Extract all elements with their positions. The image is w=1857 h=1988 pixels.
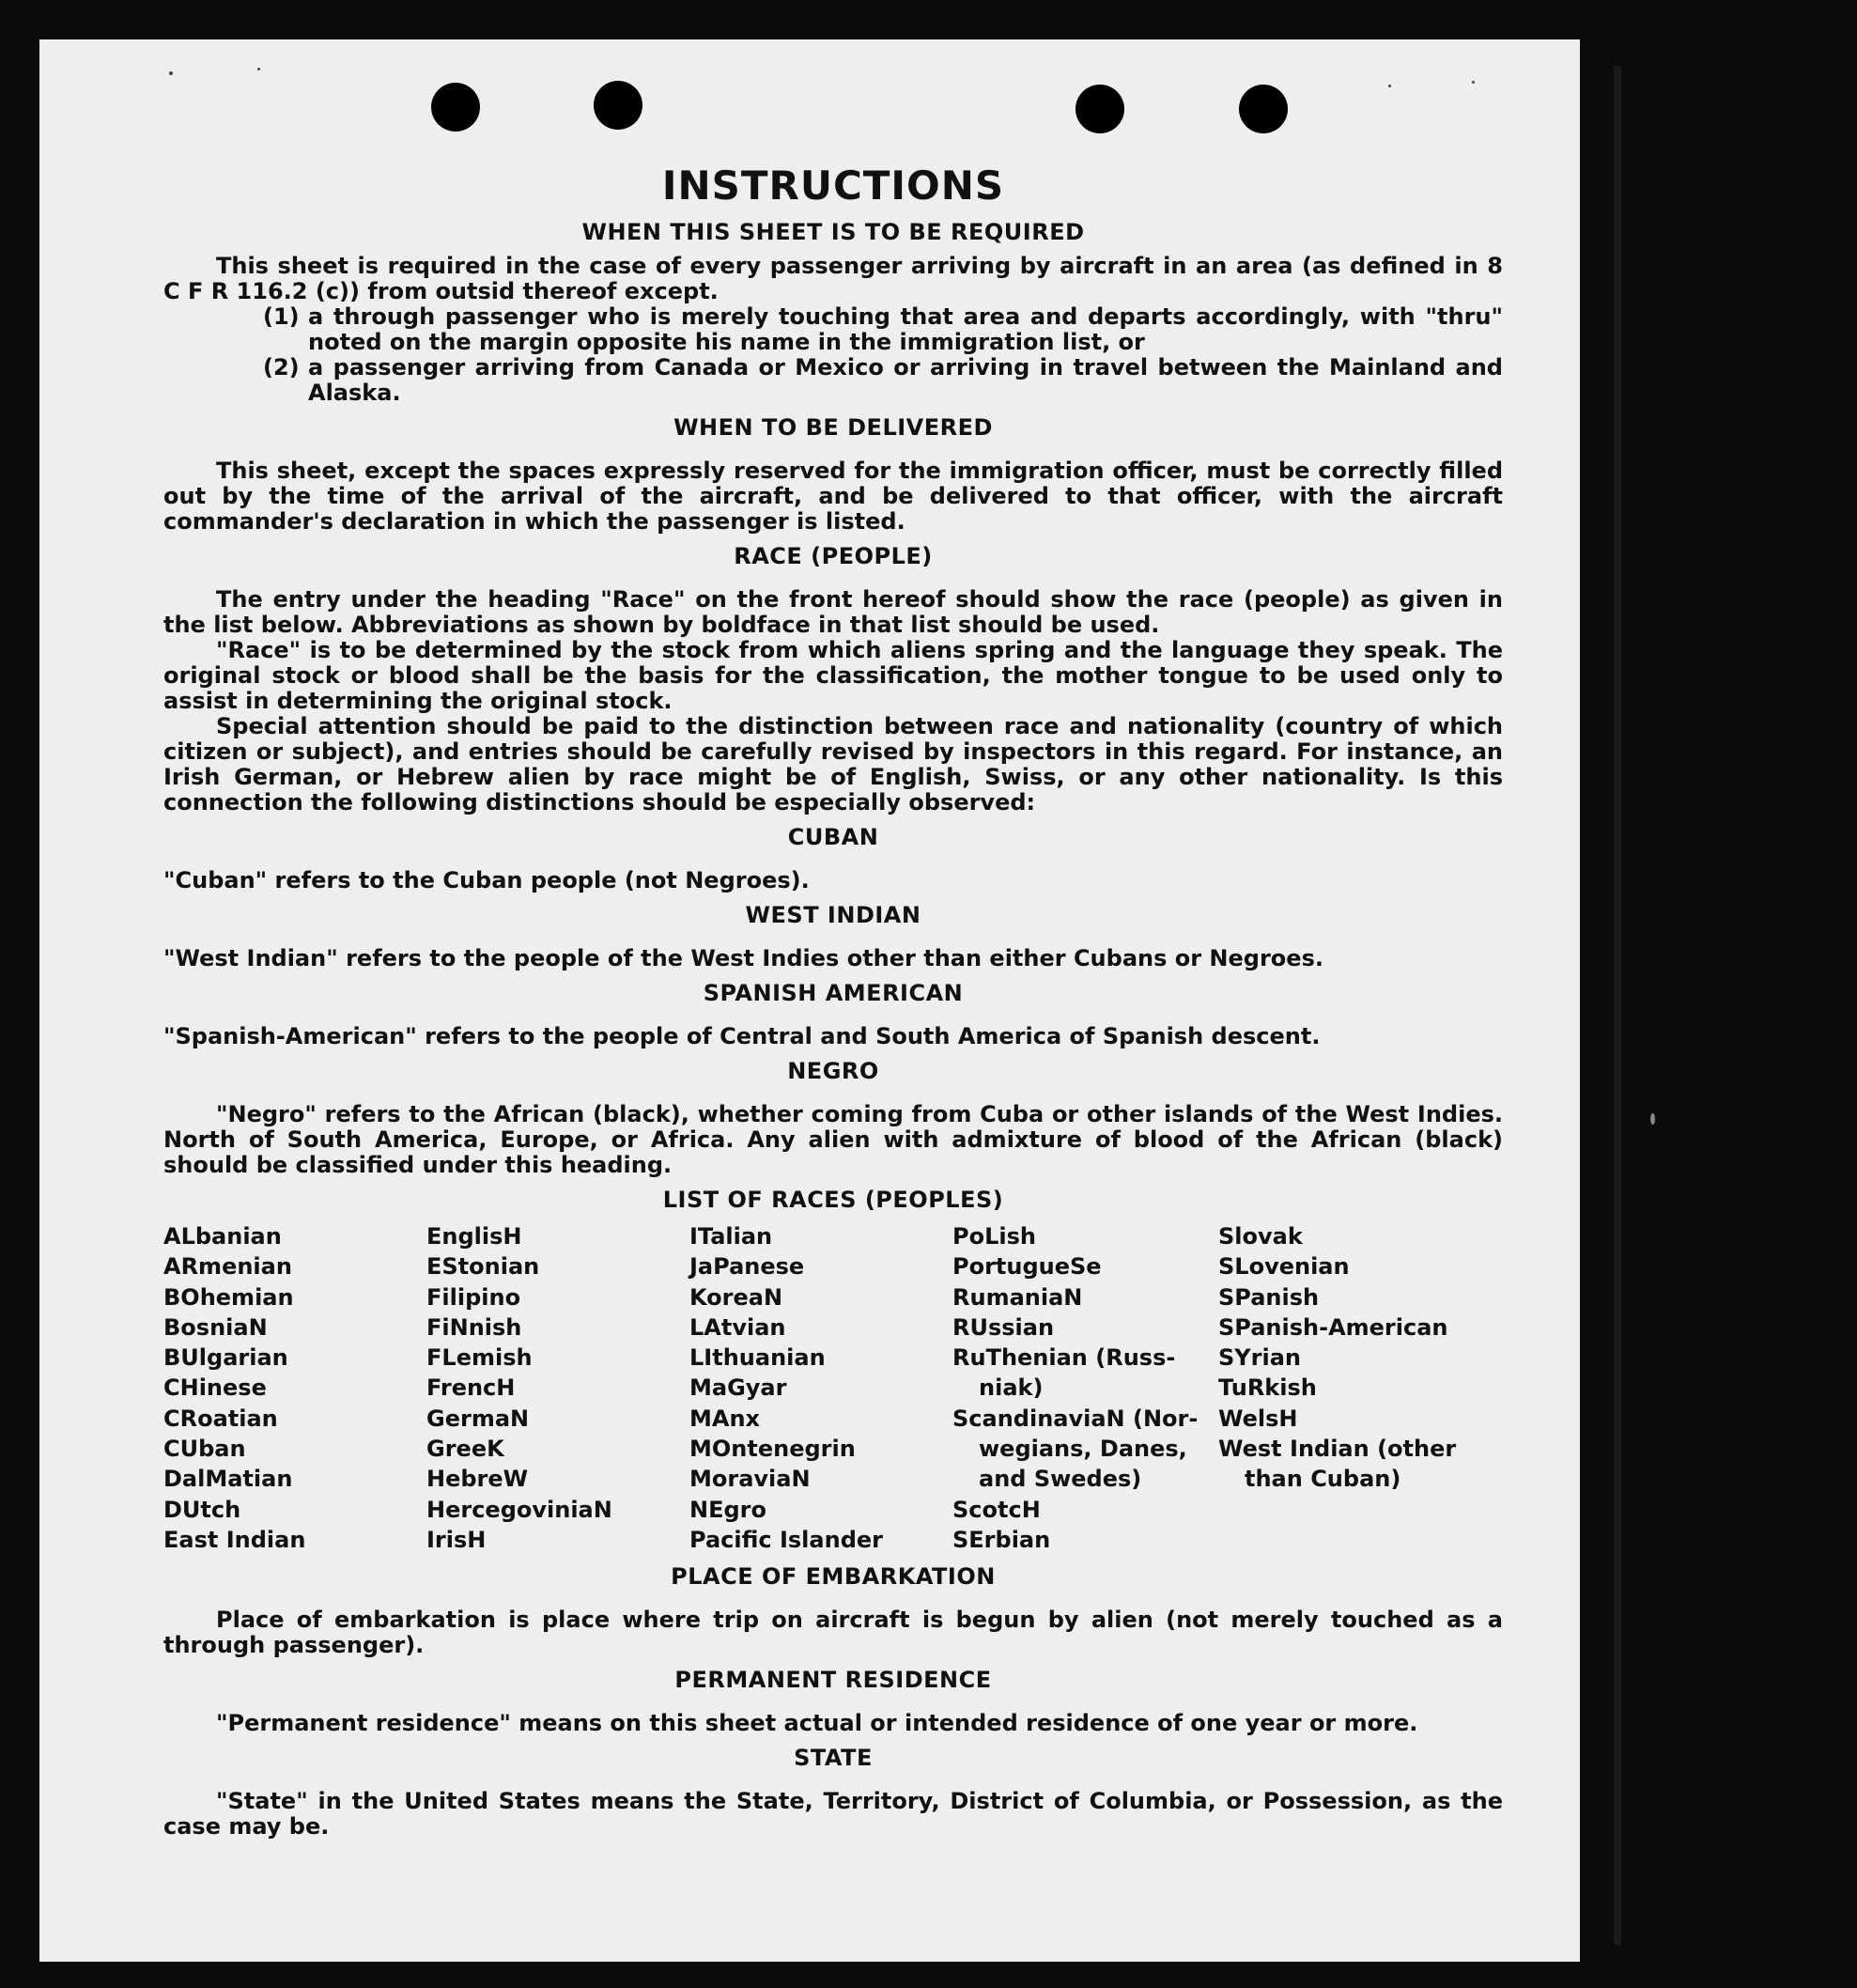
speck	[169, 71, 173, 75]
item-text: a passenger arriving from Canada or Mexico or arriving in travel between the Mainland and Alaska.	[308, 354, 1503, 406]
races-column-4	[952, 1221, 1218, 1555]
race-entry: SPanish-American	[1218, 1313, 1448, 1341]
race-entry-continued: and Swedes)	[979, 1466, 1142, 1493]
race-entry: RuThenian (Russ-	[952, 1344, 1176, 1372]
race-entry: MoraviaN	[689, 1466, 811, 1493]
item-text: a through passenger who is merely touching that area and departs accordingly, with "thru" noted on the margin opposite his name in the immigration list, or	[308, 303, 1503, 355]
race-entry: FiNnish	[426, 1313, 522, 1341]
race-entry: FLemish	[426, 1344, 533, 1372]
race-entry: Pacific Islander	[689, 1526, 883, 1553]
race-entry: MOntenegrin	[689, 1436, 856, 1463]
race-entry: IrisH	[426, 1526, 487, 1553]
document-sheet	[39, 39, 1580, 1962]
race-entry: WelsH	[1218, 1405, 1298, 1432]
race-paragraph: "Race" is to be determined by the stock from which aliens spring and the language they speak. The original stock or blood shall be the basis for the classification, the mother tongue to be used only to assist in determining the original stock.	[163, 637, 1503, 714]
race-entry: RUssian	[952, 1313, 1055, 1341]
heading-spanish-american: SPANISH AMERICAN	[703, 980, 964, 1006]
page-title: INSTRUCTIONS	[661, 163, 1005, 209]
item-number: (1)	[263, 303, 300, 330]
heading-negro: NEGRO	[787, 1058, 879, 1084]
race-entry: ARmenian	[163, 1253, 292, 1281]
punch-hole	[1076, 85, 1124, 133]
race-entry: LAtvian	[689, 1313, 786, 1341]
race-entry: SYrian	[1218, 1344, 1302, 1372]
race-entry: West Indian (other	[1218, 1436, 1457, 1463]
west-indian-text: "West Indian" refers to the people of the West Indies other than either Cubans or Negroes.	[163, 945, 1323, 971]
race-entry: SErbian	[952, 1526, 1051, 1553]
race-entry: GermaN	[426, 1405, 530, 1432]
race-entry: LIthuanian	[689, 1344, 826, 1372]
race-entry: SLovenian	[1218, 1253, 1350, 1281]
spanish-american-text: "Spanish-American" refers to the people of Central and South America of Spanish descent.	[163, 1023, 1321, 1049]
race-entry-continued: niak)	[979, 1375, 1044, 1402]
race-entry: JaPanese	[689, 1253, 805, 1281]
punch-hole	[594, 81, 642, 130]
race-entry: ScotcH	[952, 1496, 1041, 1523]
races-list	[163, 1221, 1503, 1555]
race-entry: MaGyar	[689, 1375, 787, 1402]
permanent-residence-text: "Permanent residence" means on this sheet actual or intended residence of one year or more.	[216, 1710, 1418, 1737]
heading-permanent-residence: PERMANENT RESIDENCE	[674, 1667, 992, 1694]
race-entry: ScandinaviaN (Nor-	[952, 1405, 1199, 1432]
when-required-intro: This sheet is required in the case of every passenger arriving by aircraft in an area (as defined in 8 C F R 116.2 (c)) from outsid thereof except.	[163, 253, 1503, 304]
negro-text: "Negro" refers to the African (black), whether coming from Cuba or other islands of the West Indies. North of South America, Europe, or Africa. Any alien with admixture of blood of the African (black) should be classified under this heading.	[163, 1101, 1503, 1178]
when-delivered-text: This sheet, except the spaces expressly reserved for the immigration officer, must be correctly filled out by the time of the arrival of the aircraft, and be delivered to that officer, with the aircraft commander's declaration in which the passenger is listed.	[163, 458, 1503, 535]
exception-item-2	[163, 355, 1503, 406]
race-entry: Slovak	[1218, 1223, 1303, 1250]
state-text: "State" in the United States means the State, Territory, District of Columbia, or Possession, as the case may be.	[163, 1788, 1503, 1840]
race-entry: BosniaN	[163, 1313, 268, 1341]
heading-west-indian: WEST INDIAN	[745, 902, 921, 928]
race-entry: CHinese	[163, 1375, 267, 1402]
speck	[1388, 85, 1391, 87]
race-entry: RumaniaN	[952, 1283, 1083, 1311]
heading-cuban: CUBAN	[787, 824, 879, 850]
races-column-3	[689, 1221, 952, 1555]
instructions-content	[163, 130, 1503, 1840]
race-entry: MAnx	[689, 1405, 761, 1432]
race-entry: FrencH	[426, 1375, 516, 1402]
races-column-2	[426, 1221, 689, 1555]
race-entry: ALbanian	[163, 1223, 282, 1250]
place-of-embarkation-text: Place of embarkation is place where trip on aircraft is begun by alien (not merely touched as a through passenger).	[163, 1607, 1503, 1659]
race-entry: GreeK	[426, 1436, 504, 1463]
race-entry: Filipino	[426, 1283, 521, 1311]
heading-state: STATE	[794, 1745, 873, 1772]
race-entry: PortugueSe	[952, 1253, 1102, 1281]
cuban-text: "Cuban" refers to the Cuban people (not Negroes).	[163, 867, 810, 893]
punch-hole	[1239, 85, 1288, 133]
scan-edge-mark	[1614, 66, 1621, 1945]
race-entry: BOhemian	[163, 1283, 294, 1311]
speck	[1650, 1113, 1655, 1125]
race-entry: BUlgarian	[163, 1344, 288, 1372]
race-entry: ITalian	[689, 1223, 773, 1250]
race-entry: East Indian	[163, 1526, 306, 1553]
race-entry: TuRkish	[1218, 1375, 1317, 1402]
race-entry: NEgro	[689, 1496, 766, 1523]
heading-list-of-races: LIST OF RACES (PEOPLES)	[662, 1187, 1004, 1213]
exception-item-1	[163, 304, 1503, 355]
heading-when-required: WHEN THIS SHEET IS TO BE REQUIRED	[581, 219, 1085, 245]
race-entry: KoreaN	[689, 1283, 783, 1311]
race-entry: EStonian	[426, 1253, 540, 1281]
race-paragraph: Special attention should be paid to the distinction between race and nationality (country of which citizen or subject), and entries should be carefully revised by inspectors in this regard. For instance, an Irish German, or Hebrew alien by race might be of English, Swiss, or any other nationality. Is this connection the following distinctions should be especially observed:	[163, 713, 1503, 815]
race-entry: DUtch	[163, 1496, 241, 1523]
race-entry: HebreW	[426, 1466, 529, 1493]
race-entry-continued: wegians, Danes,	[979, 1436, 1187, 1463]
races-column-1	[163, 1221, 426, 1555]
race-entry: EnglisH	[426, 1223, 522, 1250]
race-paragraph: The entry under the heading "Race" on the front hereof should show the race (people) as given in the list below. Abbreviations as shown by boldface in that list should be used.	[163, 586, 1503, 638]
race-entry: SPanish	[1218, 1283, 1320, 1311]
race-entry-continued: than Cuban)	[1245, 1466, 1401, 1493]
race-entry: DalMatian	[163, 1466, 293, 1493]
races-column-5	[1218, 1221, 1500, 1555]
race-entry: CUban	[163, 1436, 246, 1463]
race-entry: HercegoviniaN	[426, 1496, 612, 1523]
heading-race: RACE (PEOPLE)	[734, 543, 933, 569]
speck	[257, 68, 260, 70]
punch-hole	[431, 83, 480, 132]
heading-place-of-embarkation: PLACE OF EMBARKATION	[671, 1563, 996, 1591]
speck	[1472, 81, 1475, 84]
race-entry: PoLish	[952, 1223, 1036, 1250]
item-number: (2)	[263, 354, 300, 381]
heading-when-delivered: WHEN TO BE DELIVERED	[673, 414, 993, 441]
race-entry: CRoatian	[163, 1405, 278, 1432]
